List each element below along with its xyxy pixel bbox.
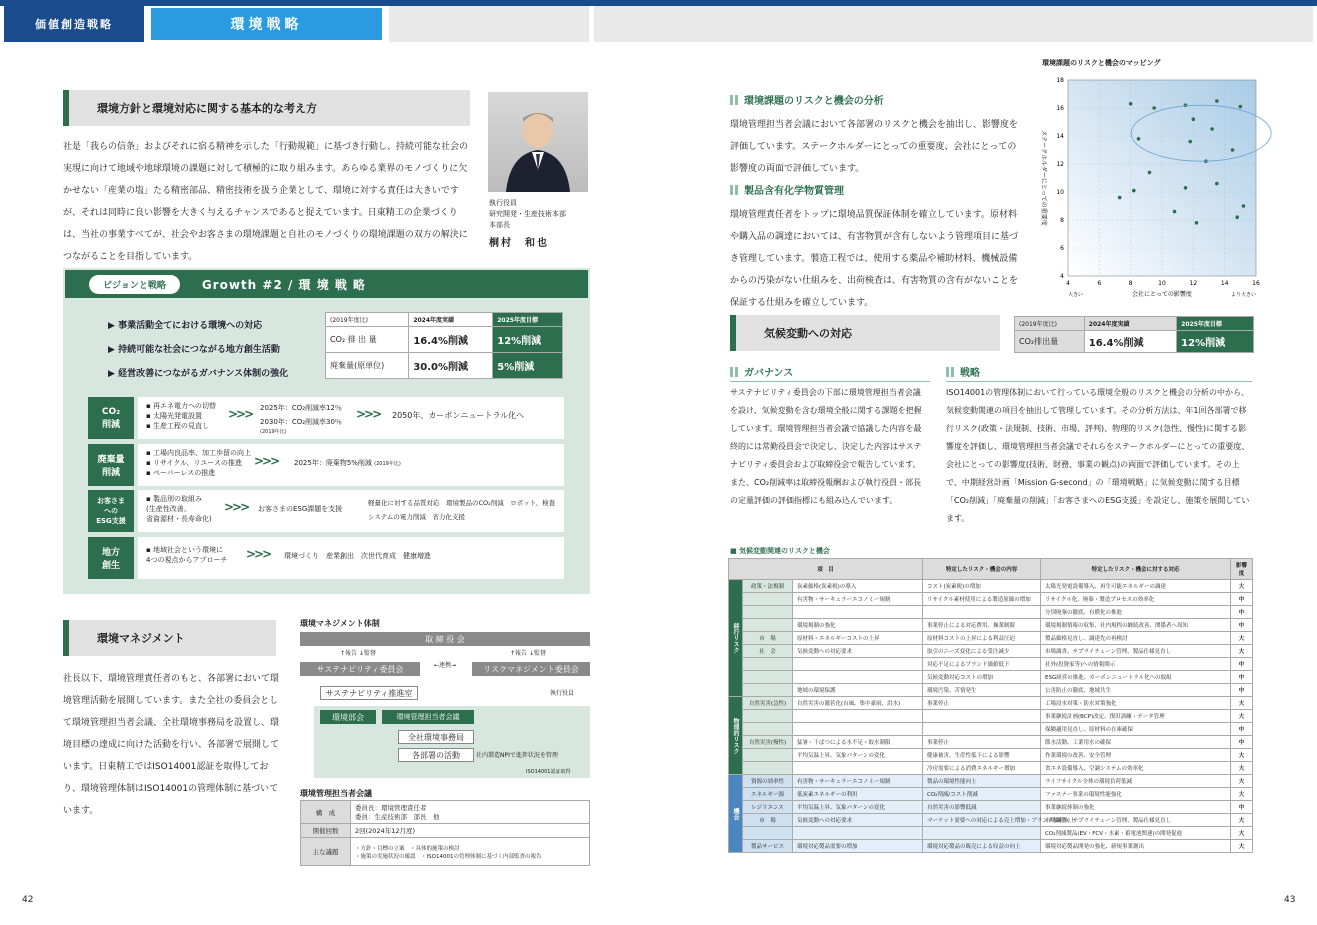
rtable-cell: 分別廃棄の徹底、有償化の推進 (1041, 606, 1231, 619)
rtable-cell (743, 762, 793, 775)
rtable-cell (743, 658, 793, 671)
rtable-head-cell: 特定したリスク・機会の内容 (923, 559, 1041, 580)
org-chart: 取 締 役 会 ↑報告 ↓監督 ↑報告 ↓監督 サステナビリティ委員会 ←連携→ リスクマネジメント委員会 サステナビリティ推進室 執行役員 環境部会 環境管理担当者会議 全社環境事務局 各部署の活動 社内製造NPIで進捗状況を管理 ISO14001認証取得 (300, 630, 590, 780)
rtable-cell: 中 (1231, 593, 1253, 606)
rtable-cell: ESG経営の推進、カーボンニュートラル化への取組 (1041, 671, 1231, 684)
rtable-cell: 大 (1231, 840, 1253, 853)
chart-title: 環境課題のリスクと機会のマッピング (1042, 59, 1161, 67)
rtable-cell (793, 827, 923, 840)
vision-items (108, 318, 288, 390)
rtable-cell: エネルギー源 (743, 788, 793, 801)
y-tick-label: 16 (1056, 105, 1064, 112)
rtable-cell: 事業停止 (923, 697, 1041, 710)
table-row (729, 749, 1253, 762)
rtable-cell: 冷房需要による消費エネルギー増加 (923, 762, 1041, 775)
rtable-cell: 工場浸水対策・防水対策強化 (1041, 697, 1231, 710)
table-row (729, 710, 1253, 723)
cat-waste: 廃棄量 削減 (88, 444, 134, 486)
gov-paragraph: サステナビリティ委員会の下部に環境管理担当者会議を設け、気候変動を含む環境全般に関する課題を把握しています。環境管理担当者会議で協議した内容を最終的には常勤役員会で決定し、決定した内容はサステナビリティ委員会および取締役会で報告しています。また、CO₂削減率は取締役報酬および執行役員・部長の定量評価の評価指標にも組み込んでいます。 (730, 388, 922, 505)
data-point (1184, 103, 1188, 107)
cat-esg-box: ▪ 製品別の取組み (生産性改善、 省資源材・長寿命化) >>> お客さまのESG課題を支援 軽量化に対する品質対応 環境製品のCO₂削減 ロボット、検査システムの電力削減 省力化支援 (138, 490, 564, 532)
rtable-cell: 政策・法規制 (743, 580, 793, 593)
org-iso: ISO14001認証取得 (526, 769, 571, 775)
rtable-cell: 中 (1231, 684, 1253, 697)
rtable-cell: 中 (1231, 671, 1253, 684)
rtable-cell: 大 (1231, 788, 1253, 801)
data-point (1210, 127, 1214, 131)
x-tick-label: 14 (1220, 280, 1229, 287)
rtable-title: ■ 気候変動関連のリスクと機会 (730, 547, 830, 555)
y-tick-label: 18 (1056, 77, 1064, 84)
chem-paragraph: 環境管理責任者をトップに環境品質保証体制を確立しています。原材料や購入品の調達においては、有害物質が含有しないよう管理項目に基づき管理しています。製造工程では、使用する薬品や補助材料、機械設備からの汚染がない仕組みを、出荷検査は、有害物質の含有がないことを保証する仕組みを確立しています。 (730, 210, 1019, 308)
chem-heading: 製品含有化学物質管理 (730, 182, 844, 197)
data-point (1195, 221, 1199, 225)
data-point (1235, 215, 1239, 219)
rtable-cell: 自然災害の激甚化(台風、集中豪雨、洪水) (793, 697, 923, 710)
vision-kpi-table: (2019年度比) 2024年度実績 2025年度目標 CO₂ 排 出 量 16.4%削減 12%削減 廃棄量(原単位) 30.0%削減 5%削減 (325, 312, 563, 379)
rtable-cell: 気候変動への対応要求 (793, 814, 923, 827)
rtable-cell (793, 658, 923, 671)
data-point (1231, 148, 1235, 152)
rtable-cell (793, 723, 923, 736)
x-axis-label: 会社にとっての影響度 (1132, 291, 1192, 298)
rtable-cell: 中 (1231, 801, 1253, 814)
rtable-cell (743, 749, 793, 762)
rtable-cell: リサイクル素材使用による製造原価の増加 (923, 593, 1041, 606)
rtable-cell: 市 場 (743, 632, 793, 645)
rtable-cell: 大 (1231, 580, 1253, 593)
climate-kpi-table: (2019年度比) 2024年度実績 2025年度目標 CO₂排出量 16.4%削減 12%削減 (1014, 316, 1254, 353)
x-tick-label: 16 (1252, 280, 1260, 287)
rtable-cell: 節水活動、工業用水の確保 (1041, 736, 1231, 749)
table-row (729, 827, 1253, 840)
rtable-cell (793, 710, 923, 723)
meet-title: 環境管理担当者会議 (300, 789, 372, 798)
rtable-cell: CO₂削減/コスト削減 (923, 788, 1041, 801)
table-row (729, 788, 1253, 801)
rtable-cell: 市場調査、サプライチェーン管理、製品仕様見直し (1041, 645, 1231, 658)
rtable-cell: 原材料コストの上昇による利益圧迫 (923, 632, 1041, 645)
rtable-cell: 大 (1231, 632, 1253, 645)
rtable-cell: 環境規制の強化 (793, 619, 923, 632)
vision-bar (65, 270, 588, 298)
rtable-head-cell: 影響度 (1231, 559, 1253, 580)
org-report-1: ↑報告 ↓監督 (340, 650, 376, 657)
y-axis-label: ステークホルダーにとっての重要度 (1040, 130, 1047, 226)
tab-empty-1[interactable] (389, 6, 589, 42)
rtable-cell: 中 (1231, 723, 1253, 736)
rtable-cell: 取引のニーズ変化による受注減少 (923, 645, 1041, 658)
org-sustain: サステナビリティ委員会 (300, 662, 420, 676)
person-name: 桐村 和也 (489, 238, 549, 249)
rtable-cell: 大 (1231, 710, 1253, 723)
strategy-paragraph: ISO14001の管理体制において行っている環境全般のリスクと機会の分析の中から、気候変動関連の項目を抽出して管理しています。その分析方法は、年1回各部署で移行リスク(政策・法規制、技術、市場、評判)、物理的リスク(急性、慢性)に関する影響度を評価し、環境管理担当者会議でそれらをステークホルダーにとっての重要度、会社にとっての影響度(技術、財務、事業の観点)の両面で評価しています。その上で、中期経営計画「Mission G-second」の「環境戦略」に気候変動に関する目標「CO₂削減」「廃棄量の削減」「お客さまへのESG支援」を設定し、施策を展開しています。 (946, 388, 1250, 523)
rtable-cell: 中 (1231, 606, 1253, 619)
rtable-cell: 環境汚染、苦情発生 (923, 684, 1041, 697)
rtable-cell (743, 710, 793, 723)
rtable-cell: マーケット需要への対応による売上増加・ブランド価値向上 (923, 814, 1041, 827)
rtable-group-cell: 移行リスク (729, 580, 743, 697)
cat-regional-box: ▪ 地域社会という環境に 4つの視点からアプローチ >>> 環境づくり 産業創出 次世代育成 健康増進 (138, 537, 564, 579)
cat-co2-box: ▪ 再エネ電力への切替 ▪ 太陽光発電設置 ▪ 生産工程の見直し >>> 2025年：CO₂削減率12％ 2030年：CO₂削減率30％ (2019年比) >>> 2050年、カーボンニュートラル化へ (138, 397, 564, 439)
x-high-label: より大きい (1230, 292, 1256, 298)
table-row (729, 775, 1253, 788)
rtable-cell: 気候変動対応コストの増加 (923, 671, 1041, 684)
table-row (729, 684, 1253, 697)
rtable-cell: 大 (1231, 762, 1253, 775)
org-link: ←連携→ (434, 662, 457, 669)
rtable-cell: 大 (1231, 749, 1253, 762)
cat-co2: CO₂ 削減 (88, 397, 134, 439)
data-point (1118, 196, 1122, 200)
rtable-cell: CO₂削減製品(EV・FCV・水素・蓄電池関連)の開発促進 (1041, 827, 1231, 840)
x-tick-label: 4 (1066, 280, 1070, 287)
data-point (1192, 117, 1196, 121)
rtable-cell: 環境規制情報の収集、社内規程の継続改善、関係者へ周知 (1041, 619, 1231, 632)
rtable-cell: 事業停止 (923, 736, 1041, 749)
data-point (1129, 102, 1133, 106)
basic-heading: 環境方針と環境対応に関する基本的な考え方 (63, 90, 470, 126)
table-row (729, 619, 1253, 632)
tab-value-creation[interactable]: 価値創造戦略 (4, 6, 144, 42)
org-env: 環境部会 (320, 710, 376, 724)
rtable-cell (743, 671, 793, 684)
x-low-label: 大きい (1068, 292, 1084, 298)
rtable-cell: 地域の環境保護 (793, 684, 923, 697)
rtable-cell: 気候変動への対応要求 (793, 645, 923, 658)
y-tick-label: 12 (1056, 161, 1064, 168)
rtable-cell (743, 606, 793, 619)
cat-regional: 地方 創生 (88, 537, 134, 579)
risk-heading: 環境課題のリスクと機会の分析 (730, 92, 884, 107)
table-row (729, 801, 1253, 814)
org-report-2: ↑報告 ↓監督 (510, 650, 546, 657)
page-number-left: 42 (22, 895, 34, 905)
rtable-cell: 低炭素エネルギーの利用 (793, 788, 923, 801)
table-row (729, 762, 1253, 775)
rtable-cell (743, 593, 793, 606)
tab-empty-2[interactable] (594, 6, 1313, 42)
rtable-cell: 製品の環境性能向上 (923, 775, 1041, 788)
rtable-head-cell: 特定したリスク・機会に対する対応 (1041, 559, 1231, 580)
rtable-cell: 事業継続計画(BCP)改定、復旧訓練・データ管理 (1041, 710, 1231, 723)
rtable-cell (923, 606, 1041, 619)
rtable-cell: リサイクル化、廃棄・製造プロセスの効率化 (1041, 593, 1231, 606)
table-row (729, 645, 1253, 658)
rtable-cell (923, 723, 1041, 736)
gov-heading: ガバナンス (730, 364, 930, 382)
climate-heading: 気候変動への対応 (730, 315, 1000, 351)
x-tick-label: 6 (1097, 280, 1102, 287)
rtable-cell: 大 (1231, 775, 1253, 788)
rtable-cell: 保険適用見直し、原材料の在庫確保 (1041, 723, 1231, 736)
rtable-cell: 対応不足によるブランド価値低下 (923, 658, 1041, 671)
rtable-head-cell: 項 目 (729, 559, 923, 580)
rtable-cell: 自然災害(慢性) (743, 736, 793, 749)
rtable-cell: 社外(投資家等)への情報開示 (1041, 658, 1231, 671)
rtable-cell: 環境対応製品の販売による収益の向上 (923, 840, 1041, 853)
y-tick-label: 4 (1060, 273, 1064, 280)
strategy-heading: 戦略 (946, 364, 1252, 382)
data-point (1188, 140, 1192, 144)
rtable-cell: 大 (1231, 827, 1253, 840)
y-tick-label: 8 (1060, 217, 1064, 224)
vision-pill: ビジョンと戦略 (89, 275, 180, 294)
rtable-cell: 有害物・サーキュラーエコノミー規制 (793, 775, 923, 788)
rtable-cell: 大 (1231, 697, 1253, 710)
rtable-cell: 中 (1231, 658, 1253, 671)
vision-item: ▶ 事業活動全てにおける環境への対応 (108, 321, 263, 331)
mgmt-paragraph: 社長以下、環境管理責任者のもと、各部署において環境管理活動を展開しています。また全社の委員会として環境管理担当者会議、全社環境事務局を設置し、環境目標の達成に向けた活動を行い、各部署で展開しています。日東精工ではISO14001認証を取得しており、環境管理体制はISO14001の管理体制に基づいています。 (63, 674, 280, 816)
rtable-cell: 猛暑・干ばつによる水不足・取水制限 (793, 736, 923, 749)
rtable-group-cell: 物理的リスク (729, 697, 743, 775)
rtable-cell: 炭素価格(炭素税)の導入 (793, 580, 923, 593)
rtable-cell: 事業停止による対応費用、操業制限 (923, 619, 1041, 632)
vision-item: ▶ 持続可能な社会につながる地方創生活動 (108, 345, 280, 355)
data-point (1215, 182, 1219, 186)
table-row (729, 606, 1253, 619)
rtable-cell: 平均気温上昇、気象パターンの変化 (793, 749, 923, 762)
data-point (1215, 99, 1219, 103)
data-point (1184, 186, 1188, 190)
executive-photo (488, 92, 588, 192)
rtable-cell: 環境対応製品開発の強化、新規事業創出 (1041, 840, 1231, 853)
tab-environment-strategy[interactable]: 環境戦略 (149, 6, 384, 42)
org-dept: 各部署の活動 (398, 748, 474, 762)
rtable-cell: コスト(炭素税)の増加 (923, 580, 1041, 593)
person-titles: 執行役員 研究開発・生産技術本部 本部長 (489, 199, 566, 229)
rtable-cell: 中 (1231, 619, 1253, 632)
vision-title: Growth #2 / 環 境 戦 略 (201, 277, 367, 292)
rtable-cell: ライフサイクル全体の環境負荷低減 (1041, 775, 1231, 788)
data-point (1239, 105, 1243, 109)
rtable-cell: 市 場 (743, 814, 793, 827)
rtable-cell (793, 606, 923, 619)
org-office: サステナビリティ推進室 (320, 686, 418, 700)
table-row (729, 697, 1253, 710)
rtable-header (729, 559, 1253, 580)
rtable-cell (743, 619, 793, 632)
rtable-cell (743, 723, 793, 736)
risk-mapping-chart (1028, 70, 1288, 298)
rtable-cell (793, 671, 923, 684)
table-row (729, 814, 1253, 827)
rtable-cell: 省エネ設備導入、空調システムの効率化 (1041, 762, 1231, 775)
rtable-cell: 公害防止の徹底、地域共生 (1041, 684, 1231, 697)
org-risk: リスクマネジメント委員会 (472, 662, 590, 676)
org-all-office: 全社環境事務局 (398, 730, 474, 744)
data-point (1132, 189, 1136, 193)
meet-table: 構 成 委員長：環境管理責任者 委員：生産技術部 部長 他 開催回数 2回(2024年12月度) 主な議題 ・方針・目標の立案 ・具体的施策の検討 ・施策の実施状況の確認 ・ISO14001の管理体制に基づく内部監査の報告 (300, 800, 590, 866)
rtable-cell: 作業環境の改善、安全管理 (1041, 749, 1231, 762)
table-row (729, 723, 1253, 736)
rtable-cell: 平均気温上昇、気象パターンの変化 (793, 801, 923, 814)
rtable-cell: 自然災害(急性) (743, 697, 793, 710)
org-note: 社内製造NPIで進捗状況を管理 (476, 752, 558, 759)
rtable-cell (743, 684, 793, 697)
rtable-cell: 資源の効率性 (743, 775, 793, 788)
x-tick-label: 8 (1128, 280, 1133, 287)
data-point (1173, 210, 1177, 214)
org-board: 取 締 役 会 (300, 632, 590, 646)
rtable-cell: 社 会 (743, 645, 793, 658)
rtable-cell (743, 827, 793, 840)
rtable-cell: 自然災害の影響低減 (923, 801, 1041, 814)
rtable-cell: 原材料・エネルギーコストの上昇 (793, 632, 923, 645)
page-number-right: 43 (1284, 895, 1296, 905)
rtable-cell: ファスナー事業の環境性能強化 (1041, 788, 1231, 801)
rtable-cell: 製品価格見直し、調達先の再検討 (1041, 632, 1231, 645)
basic-paragraph: 社是「我らの信条」およびそれに宿る精神を示した「行動規範」に基づき行動し、持続可能な社会の実現に向けて地域や地球環境の課題に対して積極的に取り組みます。あらゆる業界のモノづくりに欠かせない「産業の塩」たる精密部品、精密技術を扱う企業として、環境に対する責任は大きいですが、それは同時に良い影響を大きく与えるチャンスであると捉えています。日東精工の企業づくりは、当社の事業すべてが、社会やお客さまの環境課題と自社のモノづくりの環境課題の双方の解決につながることを目指しています。 (63, 142, 469, 262)
table-row (729, 593, 1253, 606)
rtable-cell: 事業継続体制の強化 (1041, 801, 1231, 814)
cat-esg: お客さま への ESG支援 (88, 490, 134, 532)
data-point (1242, 204, 1246, 208)
cat-waste-box: ▪ 工場内良品率、加工歩留の向上 ▪ リサイクル、リユースの推進 ▪ ペーパーレスの推進 >>> 2025年：廃棄物5%削減 (2019年比) (138, 444, 564, 486)
y-tick-label: 14 (1056, 133, 1064, 140)
data-point (1152, 106, 1156, 110)
rtable-cell: 環境対応製品需要の増加 (793, 840, 923, 853)
rtable-cell: 太陽光発電設備導入、再生可能エネルギーの調達 (1041, 580, 1231, 593)
rtable-cell: 市場調査、サプライチェーン管理、製品仕様見直し (1041, 814, 1231, 827)
table-row (729, 658, 1253, 671)
rtable-cell: 大 (1231, 645, 1253, 658)
rtable-cell: 大 (1231, 814, 1253, 827)
risk-paragraph: 環境管理担当者会議において各部署のリスクと機会を抽出し、影響度を評価しています。ステークホルダーにとっての重要度、会社にとっての影響度の両面で評価しています。 (730, 120, 1018, 174)
y-tick-label: 10 (1056, 189, 1064, 196)
rtable-group-cell: 機会 (729, 775, 743, 853)
rtable-cell: 健康被害、生産性低下による影響 (923, 749, 1041, 762)
vision-item: ▶ 経営改善につながるガバナンス体制の強化 (108, 369, 289, 379)
rtable-cell: 有害物・サーキュラーエコノミー規制 (793, 593, 923, 606)
y-tick-label: 6 (1060, 245, 1064, 252)
rtable-cell: レジリエンス (743, 801, 793, 814)
table-row (729, 580, 1253, 593)
data-point (1148, 171, 1152, 175)
x-tick-label: 12 (1189, 280, 1198, 287)
rtable-cell (923, 710, 1041, 723)
table-row (729, 840, 1253, 853)
table-row (729, 632, 1253, 645)
data-point (1137, 137, 1141, 141)
org-title: 環境マネジメント体制 (300, 619, 380, 628)
mgmt-heading: 環境マネジメント (63, 620, 276, 656)
climate-risk-table (728, 558, 1253, 853)
org-chief: 執行役員 (550, 690, 575, 697)
rtable-cell: 中 (1231, 736, 1253, 749)
rtable-cell: 製品サービス (743, 840, 793, 853)
table-row (729, 671, 1253, 684)
rtable-cell (793, 762, 923, 775)
rtable-cell (923, 827, 1041, 840)
x-tick-label: 10 (1158, 280, 1166, 287)
table-row (729, 736, 1253, 749)
